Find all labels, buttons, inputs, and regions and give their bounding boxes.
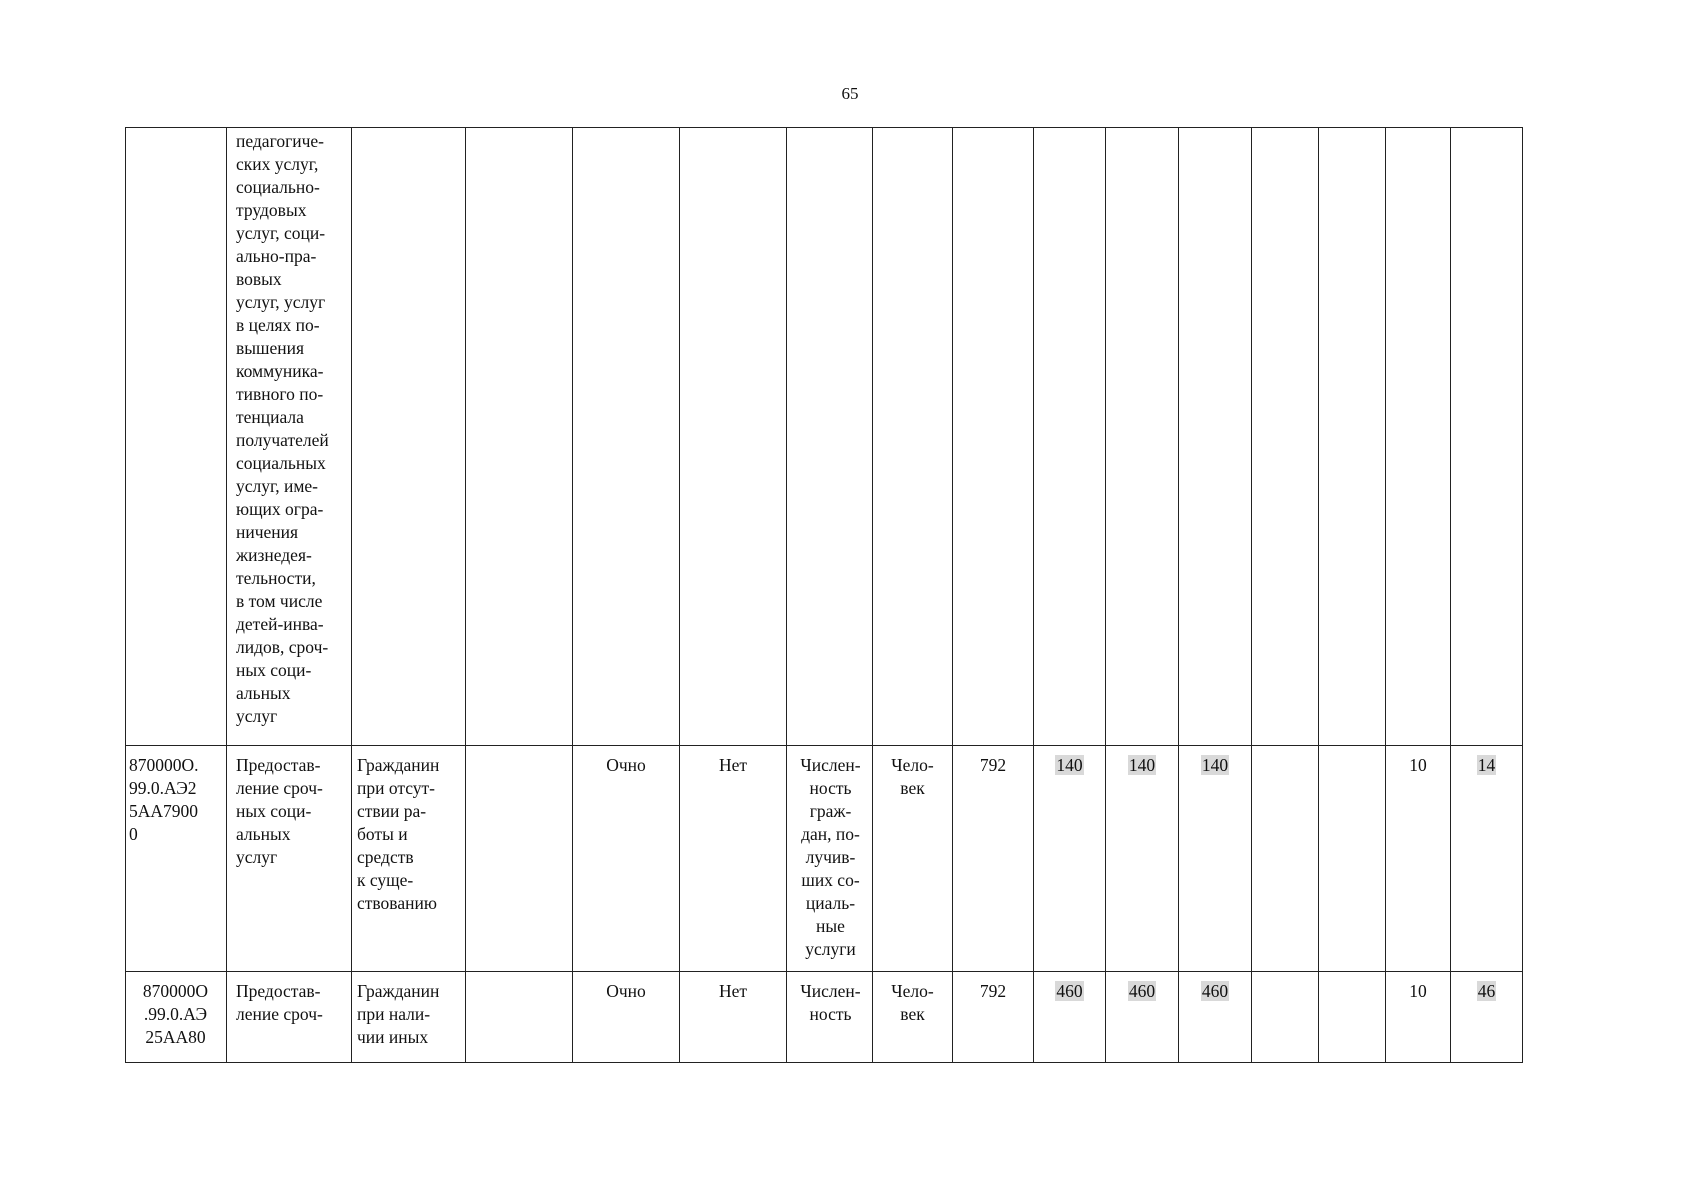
code-cell — [126, 746, 227, 972]
value-text: 460 — [1056, 981, 1083, 1001]
percent-cell — [1386, 128, 1451, 746]
value-text: 140 — [1201, 755, 1229, 775]
unit-cell — [873, 128, 953, 746]
service-name-cell — [227, 972, 352, 1063]
flag-cell — [680, 128, 787, 746]
okei-cell — [953, 972, 1034, 1063]
category-text: Гражданин при отсут- ствии ра- боты и средств к суще- ствованию — [357, 755, 440, 913]
code-text: 870000О .99.0.АЭ 25АА80 — [142, 981, 209, 1047]
table-row — [126, 972, 1523, 1063]
percent-cell — [1386, 972, 1451, 1063]
value-cell — [1034, 128, 1106, 746]
okei-cell — [953, 746, 1034, 972]
code-cell — [126, 972, 227, 1063]
value-text: 140 — [1128, 755, 1156, 775]
form-cell — [573, 972, 680, 1063]
absolute-text: 14 — [1477, 755, 1496, 775]
service-name-cell — [227, 746, 352, 972]
indicator-cell — [787, 972, 873, 1063]
percent-text: 10 — [1409, 755, 1427, 775]
absolute-text: 46 — [1477, 981, 1496, 1001]
indicator-text: Числен- ность граж- дан, по- лучив- ших со- циаль- ные услуги — [800, 755, 861, 959]
form-text: Очно — [606, 981, 646, 1001]
value-text: 460 — [1128, 981, 1156, 1001]
okei-text: 792 — [979, 981, 1007, 1001]
code-text: 870000О. 99.0.АЭ2 5АА7900 0 — [129, 755, 199, 844]
indicator-text: Числен- ность — [800, 981, 861, 1024]
empty-cell — [466, 972, 573, 1063]
value-cell — [1034, 972, 1106, 1063]
value-cell — [1179, 746, 1252, 972]
form-text: Очно — [606, 755, 646, 775]
category-cell — [352, 746, 466, 972]
form-cell — [573, 128, 680, 746]
service-name-text: Предостав- ление сроч- — [236, 981, 323, 1024]
category-cell — [352, 972, 466, 1063]
empty-cell — [466, 128, 573, 746]
value-text: 460 — [1201, 981, 1229, 1001]
service-name-text: педагогиче- ских услуг, социально- трудовых услуг, соци- ально-пра- вовых услуг, услуг в целях по- вышения коммуника- тивного по- тенциала получателей социальных услуг, име- ющих огра- ничения жизнедея- тельности, в том числе детей-инва- лидов, сроч- ных соци- альных услуг — [236, 131, 329, 726]
unit-text: Чело- век — [891, 755, 934, 798]
okei-text: 792 — [979, 755, 1007, 775]
unit-cell — [873, 972, 953, 1063]
flag-text: Нет — [718, 755, 748, 775]
absolute-cell — [1451, 746, 1523, 972]
table-row — [126, 746, 1523, 972]
code-cell — [126, 128, 227, 746]
value-cell — [1179, 128, 1252, 746]
value-text: 140 — [1056, 755, 1083, 775]
empty-cell — [1319, 972, 1386, 1063]
service-indicators-table — [125, 127, 1523, 1063]
value-cell — [1106, 972, 1179, 1063]
percent-cell — [1386, 746, 1451, 972]
flag-cell — [680, 746, 787, 972]
indicator-cell — [787, 746, 873, 972]
value-cell — [1106, 746, 1179, 972]
indicator-cell — [787, 128, 873, 746]
value-cell — [1179, 972, 1252, 1063]
flag-text: Нет — [718, 981, 748, 1001]
value-cell — [1106, 128, 1179, 746]
flag-cell — [680, 972, 787, 1063]
empty-cell — [466, 746, 573, 972]
unit-text: Чело- век — [891, 981, 934, 1024]
okei-cell — [953, 128, 1034, 746]
service-name-text: Предостав- ление сроч- ных соци- альных услуг — [236, 755, 323, 867]
empty-cell — [1319, 128, 1386, 746]
empty-cell — [1319, 746, 1386, 972]
unit-cell — [873, 746, 953, 972]
empty-cell — [1252, 746, 1319, 972]
absolute-cell — [1451, 972, 1523, 1063]
category-cell — [352, 128, 466, 746]
empty-cell — [1252, 128, 1319, 746]
value-cell — [1034, 746, 1106, 972]
empty-cell — [1252, 972, 1319, 1063]
category-text: Гражданин при нали- чии иных — [357, 981, 440, 1047]
service-name-cell — [227, 128, 352, 746]
form-cell — [573, 746, 680, 972]
percent-text: 10 — [1409, 981, 1427, 1001]
page-number: 65 — [841, 84, 859, 103]
table-row — [126, 128, 1523, 746]
absolute-cell — [1451, 128, 1523, 746]
